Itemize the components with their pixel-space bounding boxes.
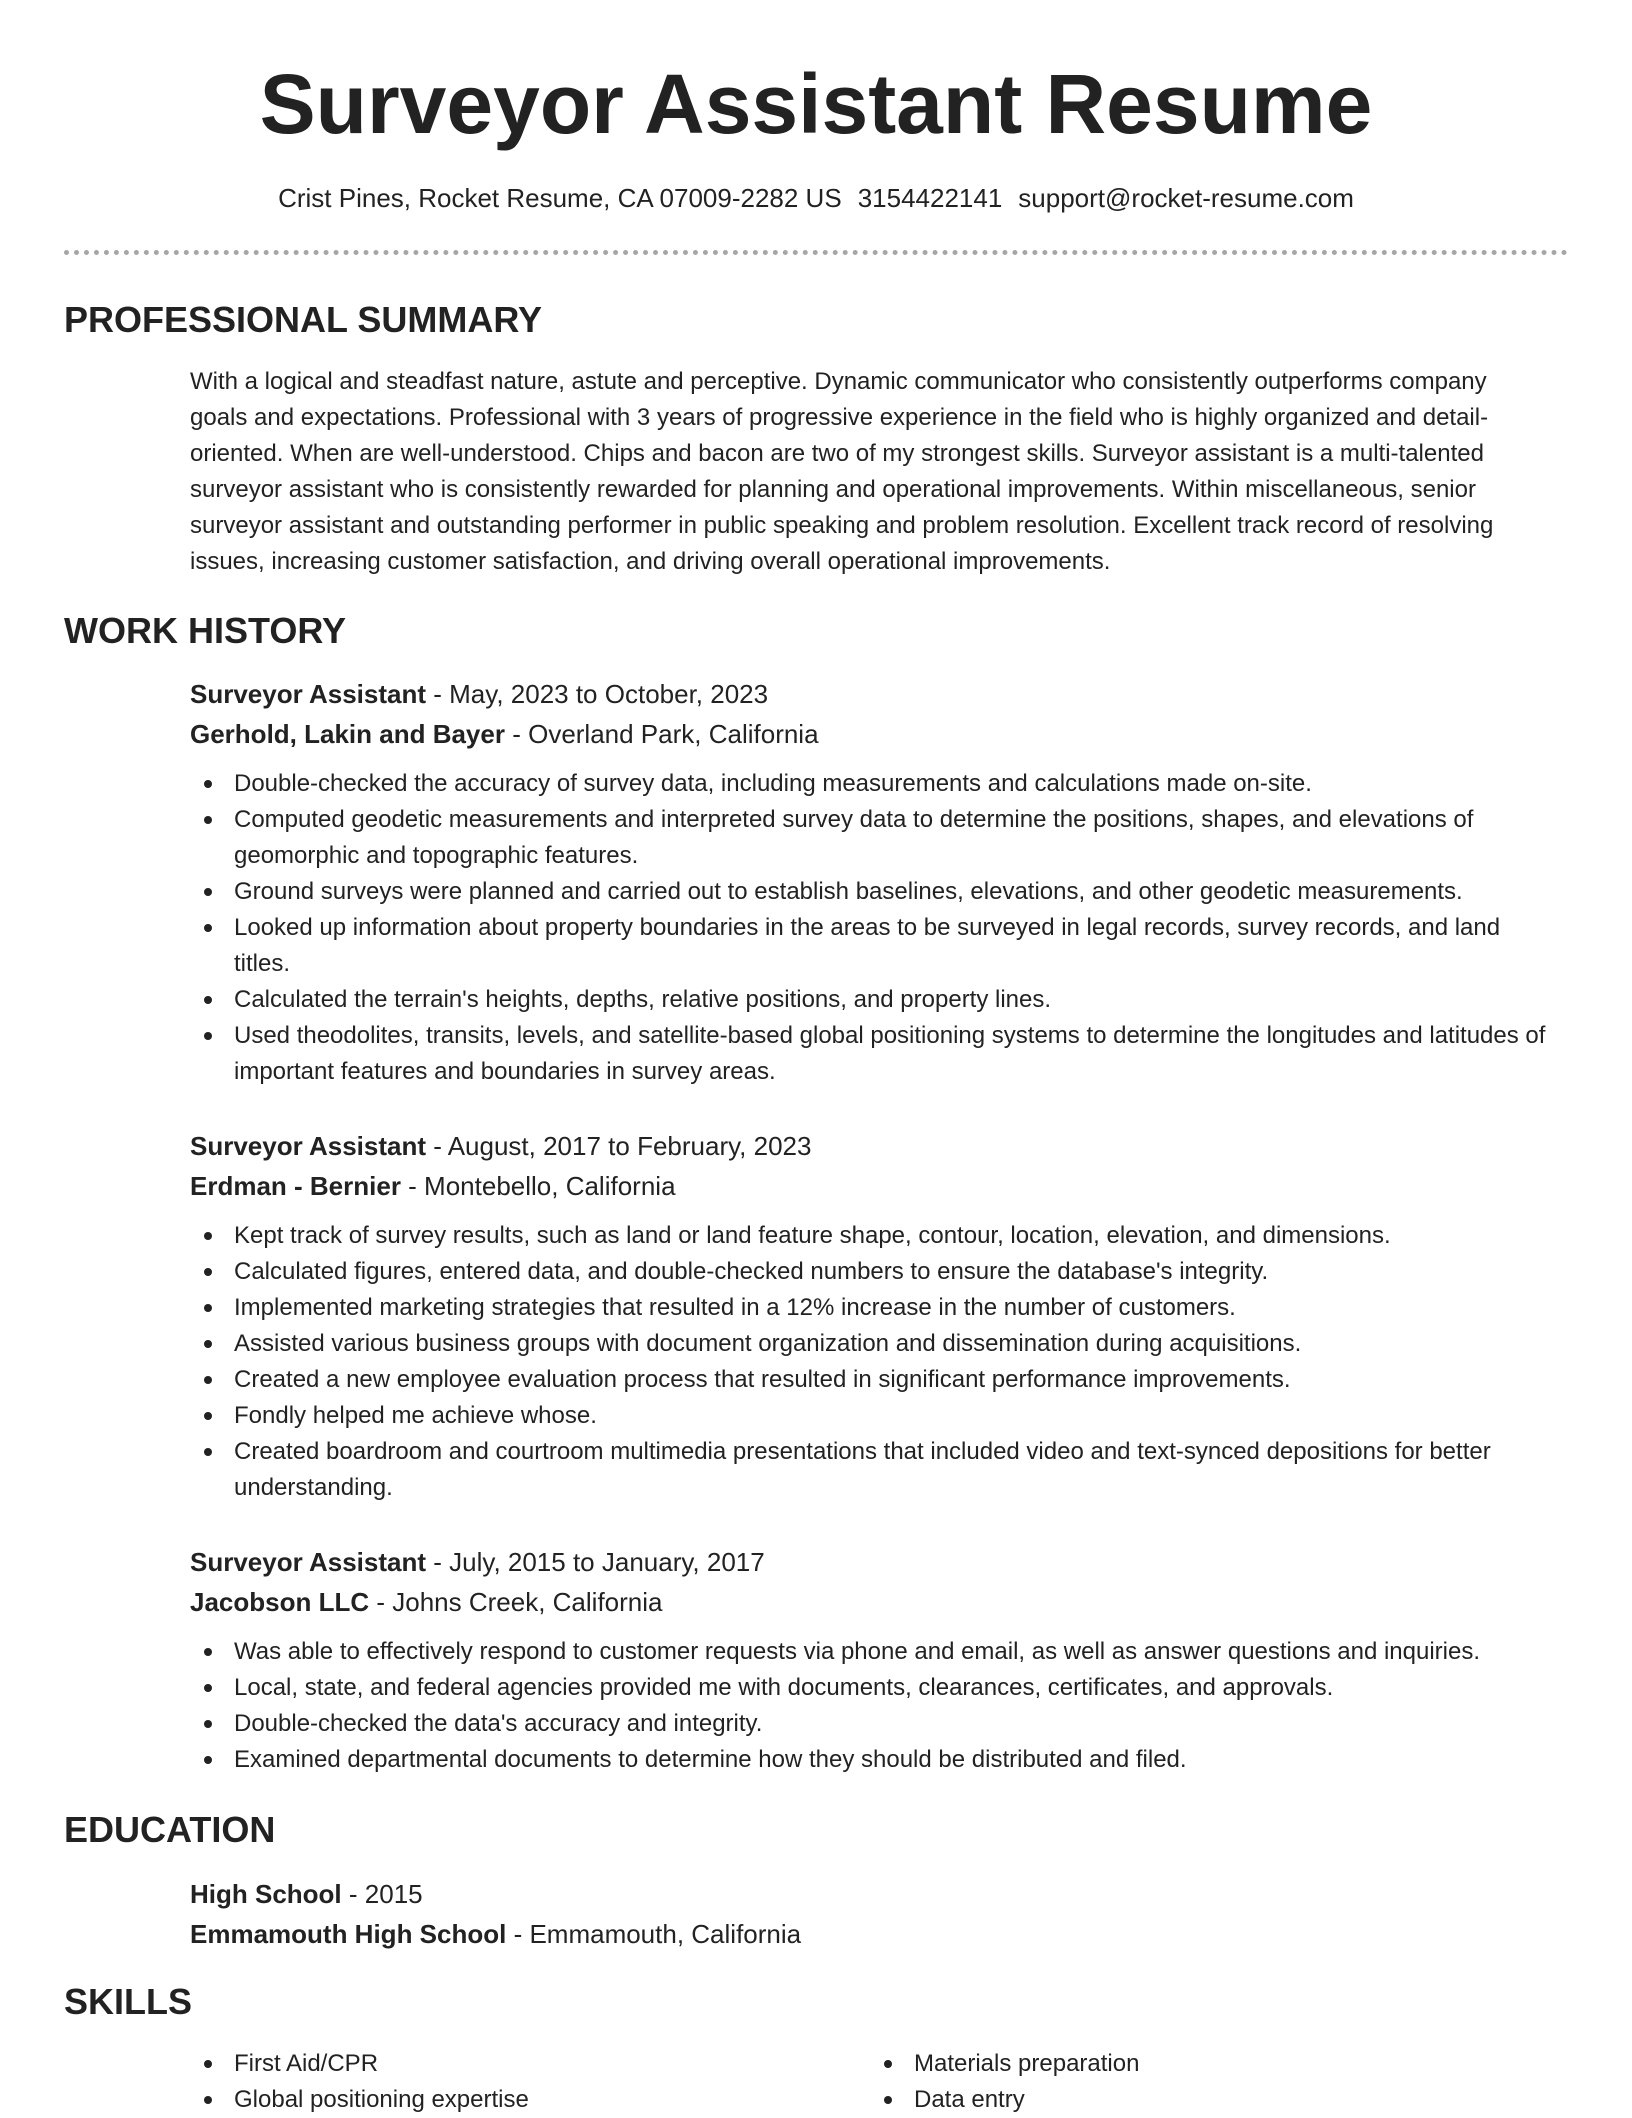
job-entry — [190, 1126, 1550, 1506]
job-location: - Johns Creek, California — [369, 1587, 663, 1617]
list-item: Was able to effectively respond to customer requests via phone and email, as well as answer questions and inquiries. — [190, 1634, 1550, 1670]
contact-email: support@rocket-resume.com — [1018, 183, 1354, 213]
list-item: Ground surveys were planned and carried out to establish baselines, elevations, and other geodetic measurements. — [190, 874, 1550, 910]
education-heading: EDUCATION — [64, 1809, 276, 1850]
list-item: Fondly helped me achieve whose. — [190, 1398, 1550, 1434]
job-title-line — [190, 674, 1550, 714]
skills-list — [190, 2046, 1550, 2118]
job-dates: - May, 2023 to October, 2023 — [426, 679, 769, 709]
list-item: Created a new employee evaluation process that resulted in significant performance improvements. — [190, 1362, 1550, 1398]
list-item: Assisted various business groups with document organization and dissemination during acquisitions. — [190, 1326, 1550, 1362]
education-school: Emmamouth High School — [190, 1919, 507, 1949]
job-company-line — [190, 1582, 1550, 1622]
education-entry — [190, 1874, 1550, 1954]
list-item: Computed geodetic measurements and interpreted survey data to determine the positions, shapes, and elevations of geomorphic and topographic features. — [190, 802, 1550, 874]
job-entry — [190, 674, 1550, 1090]
skills-heading: SKILLS — [64, 1981, 193, 2022]
job-company: Erdman - Bernier — [190, 1171, 401, 1201]
job-title: Surveyor Assistant — [190, 679, 427, 709]
job-title: Surveyor Assistant — [190, 1547, 427, 1577]
skills-column-right — [870, 2046, 1550, 2118]
summary-heading: PROFESSIONAL SUMMARY — [64, 299, 543, 340]
education-school-line — [190, 1914, 1550, 1954]
list-item: Calculated figures, entered data, and double-checked numbers to ensure the database's integrity. — [190, 1254, 1550, 1290]
job-title-line — [190, 1126, 1550, 1166]
list-item: Kept track of survey results, such as land or land feature shape, contour, location, elevation, and dimensions. — [190, 1218, 1550, 1254]
page-title: Surveyor Assistant Resume — [259, 57, 1373, 151]
job-title: Surveyor Assistant — [190, 1131, 427, 1161]
education-location: - Emmamouth, California — [506, 1919, 802, 1949]
list-item: Local, state, and federal agencies provided me with documents, clearances, certificates, and approvals. — [190, 1670, 1550, 1706]
job-company-line — [190, 1166, 1550, 1206]
job-location: - Montebello, California — [400, 1171, 676, 1201]
job-company: Gerhold, Lakin and Bayer — [190, 719, 505, 749]
job-entry — [190, 1542, 1550, 1778]
list-item: Double-checked the accuracy of survey data, including measurements and calculations made on-site. — [190, 766, 1550, 802]
list-item: Used theodolites, transits, levels, and satellite-based global positioning systems to determine the longitudes and latitudes of important features and boundaries in survey areas. — [190, 1018, 1550, 1090]
education-year: - 2015 — [341, 1879, 423, 1909]
list-item: Calculated the terrain's heights, depths, relative positions, and property lines. — [190, 982, 1550, 1018]
list-item: Looked up information about property boundaries in the areas to be surveyed in legal records, survey records, and land titles. — [190, 910, 1550, 982]
contact-phone: 3154422141 — [857, 183, 1003, 213]
contact-address: Crist Pines, Rocket Resume, CA 07009-2282 US — [278, 183, 842, 213]
job-location: - Overland Park, California — [504, 719, 819, 749]
job-company-line — [190, 714, 1550, 754]
job-dates: - August, 2017 to February, 2023 — [426, 1131, 812, 1161]
list-item: Implemented marketing strategies that resulted in a 12% increase in the number of customers. — [190, 1290, 1550, 1326]
contact-line — [0, 180, 1632, 216]
list-item: Global positioning expertise — [190, 2082, 870, 2118]
list-item: Double-checked the data's accuracy and integrity. — [190, 1706, 1550, 1742]
job-bullets — [190, 1634, 1550, 1778]
skills-column-left — [190, 2046, 870, 2118]
list-item: Created boardroom and courtroom multimedia presentations that included video and text-synced depositions for better understanding. — [190, 1434, 1550, 1506]
job-company: Jacobson LLC — [190, 1587, 370, 1617]
education-degree: High School — [190, 1879, 342, 1909]
job-bullets — [190, 766, 1550, 1090]
list-item: Materials preparation — [870, 2046, 1550, 2082]
education-degree-line — [190, 1874, 1550, 1914]
summary-text: With a logical and steadfast nature, astute and perceptive. Dynamic communicator who consistently outperforms company goals and expectations. Professional with 3 years of progressive experience in the field who is highly organized and detail-oriented. When are well-understood. Chips and bacon are two of my strongest skills. Surveyor assistant is a multi-talented surveyor assistant who is consistently rewarded for planning and operational improvements. Within miscellaneous, senior surveyor assistant and outstanding performer in public speaking and problem resolution. Excellent track record of resolving issues, increasing customer satisfaction, and driving overall operational improvements. — [190, 368, 1494, 575]
job-dates: - July, 2015 to January, 2017 — [426, 1547, 765, 1577]
work-history-heading: WORK HISTORY — [64, 610, 347, 651]
summary-section — [190, 364, 1550, 580]
list-item: First Aid/CPR — [190, 2046, 870, 2082]
list-item: Examined departmental documents to determine how they should be distributed and filed. — [190, 1742, 1550, 1778]
header-divider — [64, 250, 1568, 255]
job-title-line — [190, 1542, 1550, 1582]
job-bullets — [190, 1218, 1550, 1506]
list-item: Data entry — [870, 2082, 1550, 2118]
